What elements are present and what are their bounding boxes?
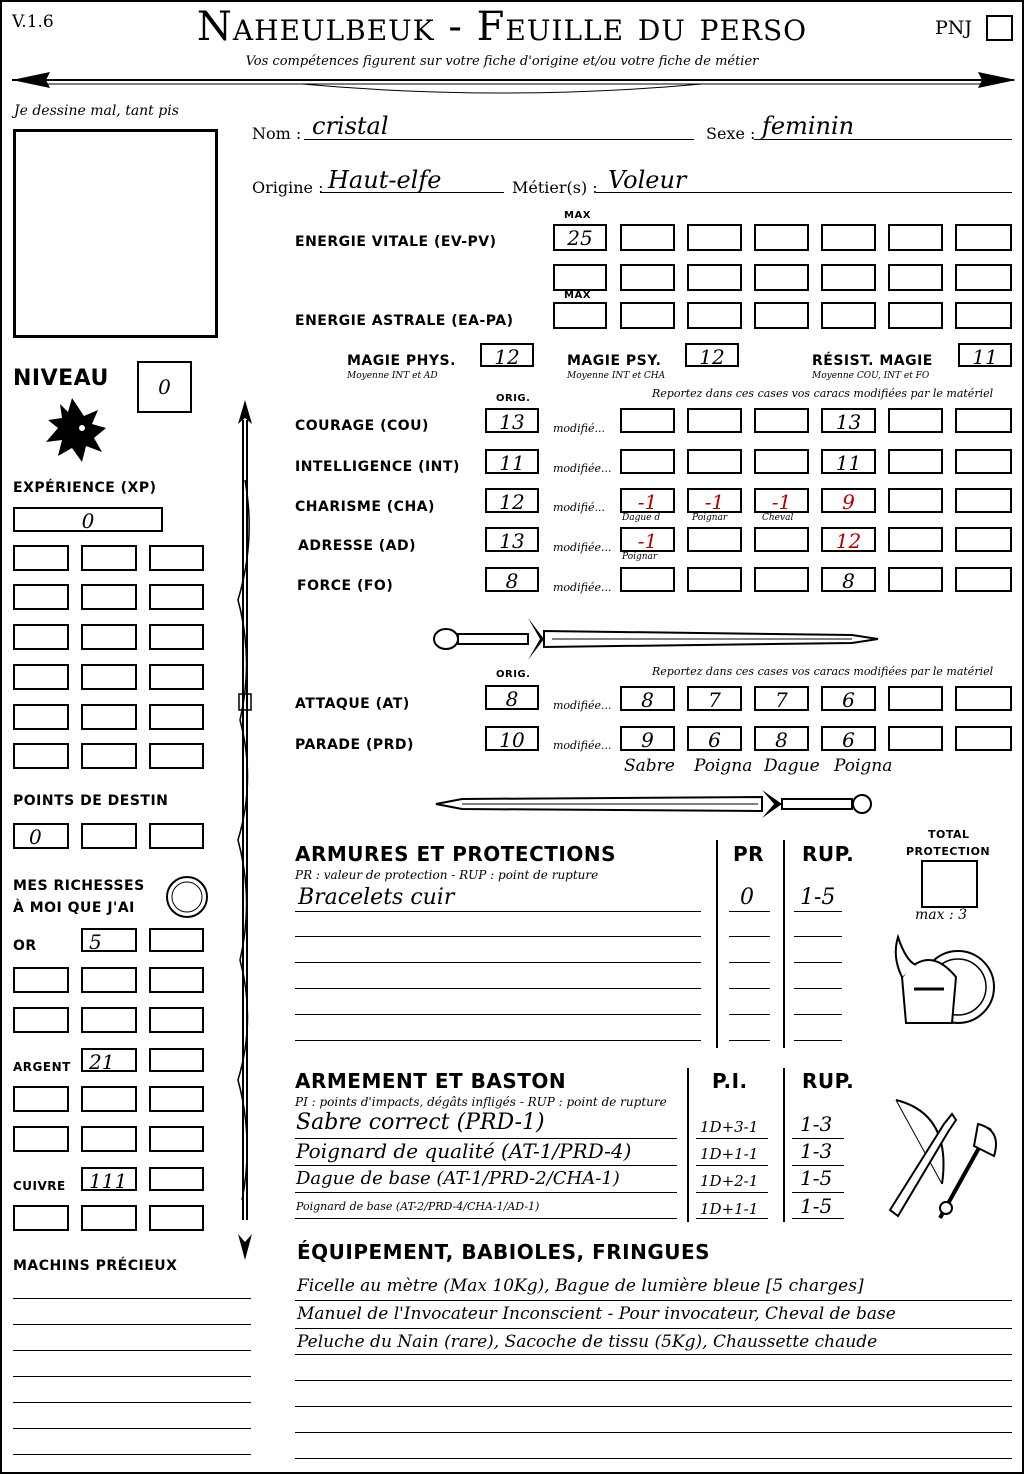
ev-box[interactable]: [620, 264, 675, 291]
arme-name[interactable]: Dague de base (AT-1/PRD-2/CHA-1): [296, 1168, 620, 1189]
spear-icon: [230, 400, 260, 1260]
report-note: Reportez dans ces cases vos caracs modifiées par le matériel: [652, 387, 994, 400]
cha-mod-box[interactable]: -1: [687, 488, 742, 513]
ea-max-box[interactable]: [553, 302, 607, 329]
destin-box[interactable]: [149, 823, 204, 849]
xp-slot[interactable]: [13, 545, 69, 571]
int-mod-box[interactable]: [888, 449, 943, 474]
ea-box[interactable]: [620, 302, 675, 329]
ev-box[interactable]: [553, 264, 607, 291]
orig-label: ORIG.: [496, 393, 531, 404]
machins-line[interactable]: [13, 1454, 251, 1455]
or-box[interactable]: [81, 1007, 137, 1033]
sexe-label: Sexe :: [706, 124, 756, 143]
sexe-value[interactable]: feminin: [762, 112, 855, 140]
arme-rup[interactable]: 1-5: [800, 1194, 833, 1218]
richesses-label-2: À MOI QUE J'AI: [13, 900, 135, 916]
machins-line[interactable]: [13, 1428, 251, 1429]
or-box[interactable]: [149, 928, 204, 952]
prd-mod-box[interactable]: 9: [620, 726, 675, 751]
cuivre-box[interactable]: [149, 1205, 204, 1231]
int-mod-box[interactable]: [955, 449, 1012, 474]
cou-mod-box[interactable]: [955, 408, 1012, 433]
arme-rup[interactable]: 1-5: [800, 1166, 833, 1190]
prd-mod-box[interactable]: 6: [687, 726, 742, 751]
cha-orig-box[interactable]: 12: [485, 488, 539, 513]
xp-slot[interactable]: [13, 584, 69, 610]
armure-line[interactable]: [295, 1014, 701, 1015]
machins-line[interactable]: [13, 1350, 251, 1351]
armure-name[interactable]: Bracelets cuir: [298, 885, 455, 910]
prd-mod-box[interactable]: 8: [754, 726, 809, 751]
equipement-line[interactable]: [295, 1406, 1012, 1407]
at-mod-box[interactable]: [955, 686, 1012, 711]
ev-max-label: MAX: [564, 210, 591, 221]
arme-rup[interactable]: 1-3: [800, 1139, 833, 1163]
cuivre-label: CUIVRE: [13, 1179, 66, 1193]
xp-slot[interactable]: [149, 704, 204, 730]
total-protection-box[interactable]: [921, 860, 978, 908]
or-box[interactable]: [81, 967, 137, 993]
machins-label: MACHINS PRÉCIEUX: [13, 1258, 178, 1274]
armure-line[interactable]: [295, 988, 701, 989]
xp-slot[interactable]: [149, 624, 204, 650]
xp-box[interactable]: 0: [13, 507, 163, 532]
machins-line[interactable]: [13, 1298, 251, 1299]
armure-line[interactable]: [295, 936, 701, 937]
at-mod-box[interactable]: 7: [687, 686, 742, 711]
total-protection-label-2: PROTECTION: [906, 845, 991, 858]
cha-mod-box[interactable]: -1: [754, 488, 809, 513]
weapon-name: Sabre: [624, 756, 675, 776]
armement-title: ARMEMENT ET BASTON: [295, 1069, 567, 1093]
armure-rup[interactable]: 1-5: [800, 885, 836, 910]
ea-box[interactable]: [754, 302, 809, 329]
cha-label: CHARISME (CHA): [295, 499, 435, 515]
xp-slot[interactable]: [81, 584, 137, 610]
rup-label: RUP.: [802, 842, 855, 866]
machins-line[interactable]: [13, 1376, 251, 1377]
xp-slot[interactable]: [81, 664, 137, 690]
prd-mod-box[interactable]: 6: [821, 726, 876, 751]
xp-slot[interactable]: [13, 743, 69, 769]
argent-box[interactable]: 21: [81, 1048, 137, 1072]
modifiee-label: modifiée...: [553, 581, 612, 594]
pr-label: PR: [733, 842, 765, 866]
rup-label: RUP.: [802, 1069, 855, 1093]
or-box[interactable]: [149, 967, 204, 993]
equipement-line[interactable]: Peluche du Nain (rare), Sacoche de tissu (5Kg), Chaussette chaude: [297, 1332, 878, 1352]
xp-slot[interactable]: [149, 545, 204, 571]
cou-orig-box[interactable]: 13: [485, 408, 539, 433]
modifiee-label: modifiée...: [553, 739, 612, 752]
sword-icon: [432, 614, 882, 664]
spear-divider-icon: [2, 2, 1024, 112]
xp-slot[interactable]: [81, 743, 137, 769]
at-mod-box[interactable]: 7: [754, 686, 809, 711]
argent-box[interactable]: [81, 1126, 137, 1152]
nom-label: Nom :: [252, 124, 302, 143]
xp-slot[interactable]: [13, 664, 69, 690]
max-note: max : 3: [915, 907, 968, 923]
ev-box[interactable]: [687, 224, 742, 251]
xp-slot[interactable]: [13, 704, 69, 730]
arme-name[interactable]: Poignard de qualité (AT-1/PRD-4): [296, 1139, 632, 1163]
or-label: OR: [13, 938, 37, 954]
prd-label: PARADE (PRD): [295, 737, 414, 753]
resist-magie-label: RÉSIST. MAGIE: [812, 353, 933, 369]
orig-label: ORIG.: [496, 669, 531, 680]
int-orig-box[interactable]: 11: [485, 449, 539, 474]
modifie-label: modifié...: [553, 422, 605, 435]
cou-mod-box[interactable]: [888, 408, 943, 433]
int-mod-box[interactable]: [620, 449, 675, 474]
weapons-icon: [882, 1094, 1012, 1224]
magie-psy-box[interactable]: 12: [685, 343, 739, 367]
magie-psy-sub: Moyenne INT et CHA: [567, 371, 666, 381]
ev-box[interactable]: [620, 224, 675, 251]
armures-title: ARMURES ET PROTECTIONS: [295, 842, 616, 866]
portrait-caption: Je dessine mal, tant pis: [14, 103, 179, 119]
ea-box[interactable]: [888, 302, 943, 329]
xp-slot[interactable]: [149, 743, 204, 769]
arme-name[interactable]: Sabre correct (PRD-1): [296, 1110, 545, 1135]
at-mod-box[interactable]: 8: [620, 686, 675, 711]
ad-note: Poignar: [622, 552, 658, 562]
cou-mod-box[interactable]: 13: [821, 408, 876, 433]
or-box[interactable]: [149, 1007, 204, 1033]
weapon-name: Poigna: [834, 756, 893, 776]
niveau-box[interactable]: 0: [137, 361, 192, 413]
xp-slot[interactable]: [81, 545, 137, 571]
int-mod-box[interactable]: 11: [821, 449, 876, 474]
at-label: ATTAQUE (AT): [295, 696, 410, 712]
armure-line[interactable]: [295, 962, 701, 963]
cou-mod-box[interactable]: [687, 408, 742, 433]
ev-label: ENERGIE VITALE (EV-PV): [295, 234, 497, 250]
cuivre-box[interactable]: [13, 1205, 69, 1231]
cou-mod-box[interactable]: [620, 408, 675, 433]
cha-note: Poignar: [692, 513, 728, 523]
resist-magie-box[interactable]: 11: [958, 343, 1012, 367]
armement-sub: PI : points d'impacts, dégâts infligés - RUP : point de rupture: [295, 1095, 667, 1109]
destin-box[interactable]: 0: [13, 823, 69, 849]
sword-icon: [432, 784, 882, 824]
modifiee-label: modifiée...: [553, 699, 612, 712]
arme-rup[interactable]: 1-3: [800, 1112, 833, 1136]
nom-value[interactable]: cristal: [312, 112, 389, 140]
armures-sub: PR : valeur de protection - RUP : point de rupture: [295, 868, 599, 882]
ad-label: ADRESSE (AD): [298, 538, 417, 554]
weapon-name: Poigna: [694, 756, 753, 776]
xp-slot[interactable]: [81, 704, 137, 730]
origine-value[interactable]: Haut-elfe: [328, 166, 442, 194]
argent-box[interactable]: [149, 1086, 204, 1112]
argent-label: ARGENT: [13, 1060, 71, 1074]
destin-label: POINTS DE DESTIN: [13, 793, 169, 809]
cha-mod-box[interactable]: [888, 488, 943, 513]
ea-box[interactable]: [955, 302, 1012, 329]
page-subtitle: Vos compétences figurent sur votre fiche d'origine et/ou votre fiche de métier: [245, 54, 759, 69]
ev-box[interactable]: [955, 264, 1012, 291]
xp-slot[interactable]: [149, 584, 204, 610]
resist-magie-sub: Moyenne COU, INT et FO: [812, 371, 930, 381]
magie-phys-label: MAGIE PHYS.: [347, 353, 456, 369]
richesses-label: MES RICHESSES: [13, 878, 145, 894]
or-box[interactable]: [13, 1007, 69, 1033]
ea-max-label: MAX: [564, 290, 591, 301]
niveau-label: NIVEAU: [13, 366, 109, 391]
fo-mod-box[interactable]: [754, 567, 809, 592]
ev-box[interactable]: [821, 264, 876, 291]
fo-mod-box[interactable]: [620, 567, 675, 592]
ea-label: ENERGIE ASTRALE (EA-PA): [295, 313, 514, 329]
fo-mod-box[interactable]: [888, 567, 943, 592]
xp-slot[interactable]: [81, 624, 137, 650]
modifiee-label: modifiée...: [553, 541, 612, 554]
cha-mod-box[interactable]: 9: [821, 488, 876, 513]
xp-slot[interactable]: [149, 664, 204, 690]
fo-mod-box[interactable]: [955, 567, 1012, 592]
equipement-title: ÉQUIPEMENT, BABIOLES, FRINGUES: [297, 1240, 711, 1264]
equipement-line[interactable]: Ficelle au mètre (Max 10Kg), Bague de lumière bleue [5 charges]: [297, 1276, 864, 1296]
at-orig-box[interactable]: 8: [485, 685, 539, 710]
fo-orig-box[interactable]: 8: [485, 567, 539, 592]
cou-mod-box[interactable]: [754, 408, 809, 433]
prd-mod-box[interactable]: [955, 726, 1012, 751]
int-label: INTELLIGENCE (INT): [295, 459, 460, 475]
arme-pi[interactable]: 1D+2-1: [700, 1172, 759, 1190]
argent-box[interactable]: [149, 1048, 204, 1072]
equipement-line[interactable]: Manuel de l'Invocateur Inconscient - Pour invocateur, Cheval de base: [297, 1304, 896, 1324]
cuivre-box[interactable]: [81, 1205, 137, 1231]
int-mod-box[interactable]: [687, 449, 742, 474]
argent-box[interactable]: [13, 1086, 69, 1112]
ev-max-box[interactable]: 25: [553, 224, 607, 251]
ev-box[interactable]: [888, 224, 943, 251]
cha-note: Cheval: [762, 513, 794, 523]
destin-box[interactable]: [81, 823, 137, 849]
cha-note: Dague d: [622, 513, 661, 523]
prd-orig-box[interactable]: 10: [485, 726, 539, 751]
metier-value[interactable]: Voleur: [608, 166, 687, 194]
ad-mod-box[interactable]: [888, 527, 943, 552]
report-note: Reportez dans ces cases vos caracs modifiées par le matériel: [652, 665, 994, 678]
argent-box[interactable]: [81, 1086, 137, 1112]
ev-box[interactable]: [888, 264, 943, 291]
armure-line[interactable]: [295, 911, 701, 912]
cuivre-box[interactable]: 111: [81, 1167, 137, 1191]
ea-box[interactable]: [821, 302, 876, 329]
prd-mod-box[interactable]: [888, 726, 943, 751]
modifie-label: modifié...: [553, 501, 605, 514]
helmet-shield-icon: [892, 927, 1002, 1042]
or-box[interactable]: [13, 967, 69, 993]
ev-box[interactable]: [754, 224, 809, 251]
magie-phys-box[interactable]: 12: [480, 343, 534, 367]
machins-line[interactable]: [13, 1402, 251, 1403]
cuivre-box[interactable]: [149, 1167, 204, 1191]
arme-pi[interactable]: 1D+1-1: [700, 1200, 759, 1218]
ev-box[interactable]: [687, 264, 742, 291]
total-protection-label: TOTAL: [928, 828, 970, 841]
coin-icon: [164, 874, 210, 920]
at-mod-box[interactable]: [888, 686, 943, 711]
magie-psy-label: MAGIE PSY.: [567, 353, 662, 369]
int-mod-box[interactable]: [754, 449, 809, 474]
equipement-line[interactable]: [295, 1380, 1012, 1381]
pi-label: P.I.: [712, 1069, 748, 1093]
cha-mod-box[interactable]: [955, 488, 1012, 513]
dragon-icon: [42, 394, 108, 466]
version-label: V.1.6: [12, 12, 54, 32]
xp-slot[interactable]: [13, 624, 69, 650]
armure-pr[interactable]: 0: [740, 885, 754, 910]
ad-mod-box[interactable]: 12: [821, 527, 876, 552]
ea-box[interactable]: [687, 302, 742, 329]
xp-label: EXPÉRIENCE (XP): [13, 480, 157, 496]
or-box[interactable]: 5: [81, 928, 137, 952]
modifiee-label: modifiée...: [553, 462, 612, 475]
magie-phys-sub: Moyenne INT et AD: [347, 371, 438, 381]
equipement-line[interactable]: [295, 1458, 1012, 1459]
ev-box[interactable]: [955, 224, 1012, 251]
ad-mod-box[interactable]: [955, 527, 1012, 552]
origine-label: Origine :: [252, 178, 324, 197]
page-title: Naheulbeuk - Feuille du perso: [196, 4, 808, 50]
ev-box[interactable]: [821, 224, 876, 251]
armure-line[interactable]: [295, 1040, 701, 1041]
cha-mod-box[interactable]: -1: [620, 488, 675, 513]
at-mod-box[interactable]: 6: [821, 686, 876, 711]
arme-name[interactable]: Poignard de base (AT-2/PRD-4/CHA-1/AD-1): [296, 1200, 540, 1213]
portrait-box[interactable]: [13, 129, 218, 338]
machins-line[interactable]: [13, 1324, 251, 1325]
ad-mod-box[interactable]: [687, 527, 742, 552]
ad-mod-box[interactable]: [754, 527, 809, 552]
arme-pi[interactable]: 1D+3-1: [700, 1118, 759, 1136]
fo-label: FORCE (FO): [297, 578, 394, 594]
weapon-name: Dague: [764, 756, 820, 776]
ad-mod-box[interactable]: -1: [620, 527, 675, 552]
argent-box[interactable]: [13, 1126, 69, 1152]
ev-box[interactable]: [754, 264, 809, 291]
argent-box[interactable]: [149, 1126, 204, 1152]
equipement-line[interactable]: [295, 1432, 1012, 1433]
cou-label: COURAGE (COU): [295, 418, 429, 434]
fo-mod-box[interactable]: 8: [821, 567, 876, 592]
ad-orig-box[interactable]: 13: [485, 527, 539, 552]
metier-label: Métier(s) :: [512, 178, 598, 197]
fo-mod-box[interactable]: [687, 567, 742, 592]
arme-pi[interactable]: 1D+1-1: [700, 1145, 759, 1163]
pnj-label: PNJ: [935, 17, 973, 39]
